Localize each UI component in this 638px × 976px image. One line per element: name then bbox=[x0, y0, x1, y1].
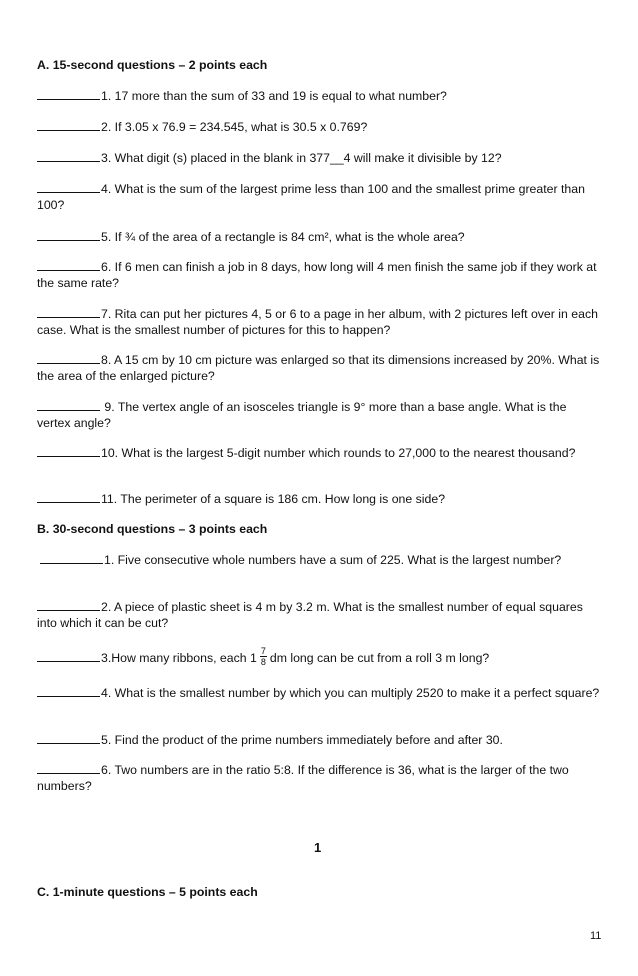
question-a8 bbox=[37, 351, 603, 384]
fraction-denominator: 8 bbox=[260, 657, 266, 667]
question-text-suffix: dm long can be cut from a roll 3 m long? bbox=[269, 650, 490, 665]
answer-blank bbox=[37, 118, 100, 131]
question-text: 11. The perimeter of a square is 186 cm. How long is one side? bbox=[101, 492, 446, 506]
answer-blank bbox=[37, 228, 100, 241]
answer-blank bbox=[37, 444, 100, 457]
answer-blank bbox=[37, 490, 100, 503]
answer-blank bbox=[37, 87, 100, 100]
answer-blank bbox=[40, 551, 103, 564]
question-text: 6. If 6 men can finish a job in 8 days, how long will 4 men finish the same job if they work at the same rate? bbox=[37, 260, 597, 290]
question-text: 1. Five consecutive whole numbers have a sum of 225. What is the largest number? bbox=[104, 553, 562, 567]
answer-blank bbox=[37, 398, 100, 411]
answer-blank bbox=[37, 305, 100, 318]
question-text: 4. What is the sum of the largest prime less than 100 and the smallest prime greater than 100? bbox=[37, 182, 585, 212]
answer-blank bbox=[37, 351, 100, 364]
answer-blank bbox=[37, 649, 100, 662]
question-b4 bbox=[37, 684, 603, 701]
section-b-heading: B. 30-second questions – 3 points each bbox=[37, 522, 268, 536]
question-text: 2. If 3.05 x 76.9 = 234.545, what is 30.5 x 0.769? bbox=[101, 120, 368, 134]
question-b1 bbox=[37, 551, 603, 568]
answer-blank bbox=[37, 258, 100, 271]
question-a7 bbox=[37, 305, 603, 338]
question-text: 3. What digit (s) placed in the blank in 377__4 will make it divisible by 12? bbox=[101, 151, 502, 165]
question-text: 1. 17 more than the sum of 33 and 19 is equal to what number? bbox=[101, 89, 447, 103]
section-c-heading: C. 1-minute questions – 5 points each bbox=[37, 885, 258, 899]
question-b3 bbox=[37, 648, 603, 669]
question-text: 8. A 15 cm by 10 cm picture was enlarged so that its dimensions increased by 20%. What is the area of the enlarged picture? bbox=[37, 353, 600, 383]
fraction-numerator: 7 bbox=[260, 646, 266, 656]
question-a6 bbox=[37, 258, 603, 291]
question-text: 5. If ¾ of the area of a rectangle is 84 cm², what is the whole area? bbox=[101, 230, 465, 244]
question-text: 4. What is the smallest number by which you can multiply 2520 to make it a perfect square? bbox=[101, 686, 600, 700]
question-a1 bbox=[37, 87, 603, 104]
answer-blank bbox=[37, 761, 100, 774]
question-b2 bbox=[37, 598, 603, 631]
question-b5 bbox=[37, 731, 603, 748]
section-a-heading: A. 15-second questions – 2 points each bbox=[37, 58, 268, 72]
question-text: 9. The vertex angle of an isosceles triangle is 9° more than a base angle. What is the vertex angle? bbox=[37, 400, 567, 430]
answer-blank bbox=[37, 149, 100, 162]
question-text: 5. Find the product of the prime numbers immediately before and after 30. bbox=[101, 733, 503, 747]
question-text: 3.How many ribbons, each 1 bbox=[101, 650, 257, 665]
answer-blank bbox=[37, 684, 100, 697]
question-a2 bbox=[37, 118, 603, 135]
question-text: 6. Two numbers are in the ratio 5:8. If the difference is 36, what is the larger of the two numbers? bbox=[37, 763, 569, 793]
question-a10 bbox=[37, 444, 603, 461]
footer-page-number: 11 bbox=[590, 930, 602, 942]
question-b6 bbox=[37, 761, 603, 794]
question-a4 bbox=[37, 180, 603, 213]
answer-blank bbox=[37, 731, 100, 744]
question-a5 bbox=[37, 228, 603, 245]
question-a9 bbox=[37, 398, 603, 431]
question-a3 bbox=[37, 149, 603, 166]
answer-blank bbox=[37, 180, 100, 193]
mixed-fraction bbox=[260, 646, 267, 667]
question-text: 10. What is the largest 5-digit number which rounds to 27,000 to the nearest thousand? bbox=[101, 446, 576, 460]
question-text: 2. A piece of plastic sheet is 4 m by 3.2 m. What is the smallest number of equal squares into which it can be cut? bbox=[37, 600, 583, 630]
answer-blank bbox=[37, 598, 100, 611]
question-text: 7. Rita can put her pictures 4, 5 or 6 to a page in her album, with 2 pictures left over in each case. What is the smallest number of pictures for this to happen? bbox=[37, 307, 598, 337]
page-number: 1 bbox=[314, 840, 322, 855]
question-a11 bbox=[37, 490, 603, 507]
